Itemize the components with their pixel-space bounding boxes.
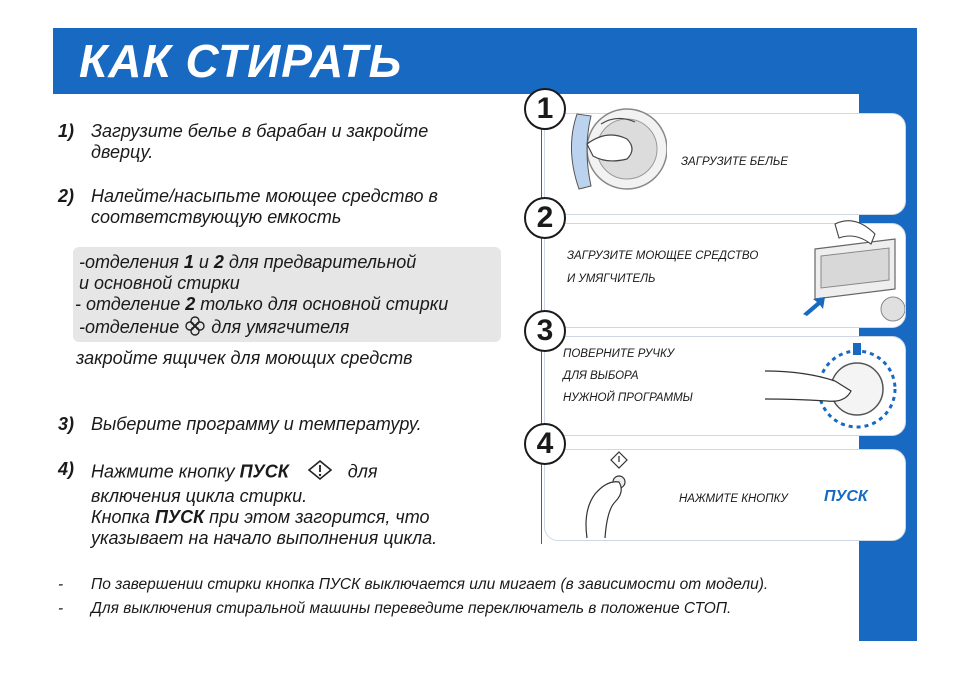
start-label: ПУСК (824, 488, 868, 505)
panel-1-label: ЗАГРУЗИТЕ БЕЛЬЕ (681, 156, 788, 168)
panel-step-badge-4: 4 (524, 423, 566, 465)
panel-load-detergent (544, 223, 906, 328)
step-text-line: Нажмите кнопку ПУСК для (91, 459, 437, 486)
panel-3-label-line-2: ДЛЯ ВЫБОРА (563, 370, 639, 382)
panel-2-label-line-1: ЗАГРУЗИТЕ МОЮЩЕЕ СРЕДСТВО (567, 250, 759, 262)
compartment-line-1: -отделения 1 и 2 для предварительной (79, 252, 417, 272)
compartment-line-4: -отделение для умягчителя (79, 316, 349, 340)
panel-2-label-line-2: И УМЯГЧИТЕЛЬ (567, 273, 656, 285)
panel-turn-knob (544, 336, 906, 436)
step-text-line: дверцу. (91, 142, 154, 162)
hand-press-illustration (577, 450, 647, 540)
close-drawer-note: закройте ящичек для моющих средств (76, 348, 413, 368)
panel-step-badge-3: 3 (524, 310, 566, 352)
compartment-line-2: и основной стирки (79, 273, 240, 293)
detergent-info-box (73, 247, 501, 342)
start-button-icon (306, 459, 334, 486)
panel-load-laundry (544, 113, 906, 215)
panel-step-badge-1: 1 (524, 88, 566, 130)
step-text-line: Выберите программу и температуру. (91, 414, 422, 434)
step-text-line: указывает на начало выполнения цикла. (91, 528, 438, 548)
step-text-line: соответствующую емкость (91, 207, 342, 227)
panel-3-label-line-3: НУЖНОЙ ПРОГРАММЫ (563, 392, 693, 404)
arrow-icon (801, 296, 827, 316)
washer-door-illustration (557, 94, 667, 204)
panel-press-start (544, 449, 906, 541)
program-knob-illustration (765, 341, 905, 431)
step-text-line: Загрузите белье в барабан и закройте (91, 121, 429, 141)
step-text-line: включения цикла стирки. (91, 486, 308, 506)
panel-3-label-line-1: ПОВЕРНИТЕ РУЧКУ (563, 348, 675, 360)
compartment-line-3: - отделение 2 только для основной стирки (75, 294, 449, 314)
panel-4-label: НАЖМИТЕ КНОПКУ (679, 493, 788, 505)
step-number: 2) (58, 186, 75, 206)
step-text-line: Налейте/насыпьте моющее средство в (91, 186, 438, 206)
panel-step-badge-2: 2 (524, 197, 566, 239)
step-number: 4) (58, 459, 75, 479)
step-number: 1) (58, 121, 75, 141)
step-text-line: Кнопка ПУСК при этом загорится, что (91, 507, 430, 527)
softener-flower-icon (184, 316, 206, 340)
header-banner (53, 28, 917, 94)
page-title: КАК СТИРАТЬ (79, 35, 403, 87)
step-number: 3) (58, 414, 75, 434)
